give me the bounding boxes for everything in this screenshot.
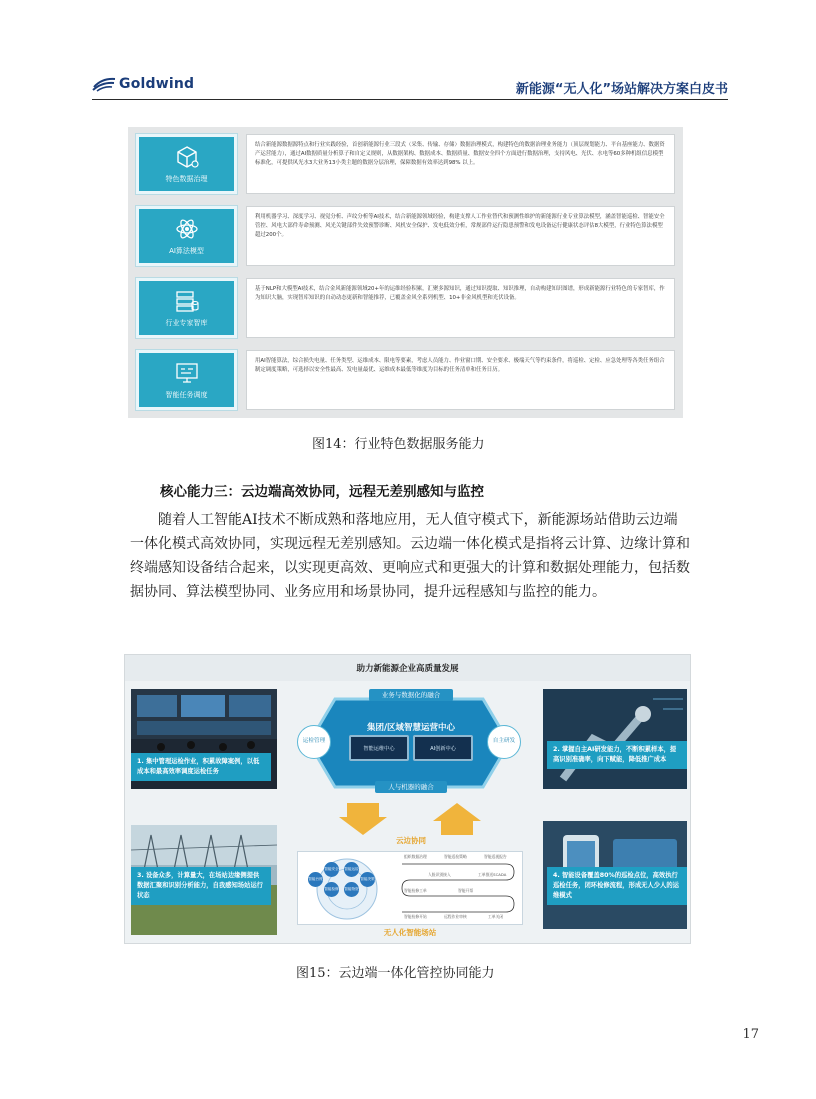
body-paragraph [130, 508, 690, 604]
station-node: 智能台账 [308, 872, 323, 887]
capability-label: 特色数据治理 [165, 175, 208, 183]
capability-description: 基于NLP和大模型AI技术，结合金风新能源领域20+年的运维经验积累，汇聚多源知识，通过知识提取、知识推理，自动构建知识图谱，形成新能源行业特色的专家智库，作为知识大脑，实现智库知识的自动动态更新和智能推荐，已覆盖金风全系列机型、10+非金风机型和光伏设备。 [246, 278, 675, 338]
capability-description: 用AI智能算法，综合损失电量、任务类型、运维成本、限电等要素，考虑人员能力、作业窗口期、安全要求、极端天气等约束条件，将巡检、定检、应急处理等各类任务组合制定调度策略，可选择以安全性最高、发电量最优、运维成本最低等维度为目标的任务清单和任务日历。 [246, 350, 675, 410]
capability-label: AI算法模型 [169, 247, 204, 255]
document-title: 新能源“无人化”场站解决方案白皮书 [515, 82, 728, 97]
flow-step: 智能巡检策略 [444, 854, 467, 859]
smart-station-box [297, 851, 523, 925]
atom-icon [174, 216, 200, 242]
capability-description: 利用机器学习、深度学习、视觉分析、声纹分析等AI技术，结合新能源领域经验，构建支撑人工作业替代和预测性维护的新能源行业专业算法模型，涵盖智能巡检、智能安全管控、风电大部件寿命预测、风光关键部件失效预警诊断、风机安全保护、发电低效分析，常规部件运行隐患预警和发电设备运行健康状态评估8大模型，行业特色算法模型超过200个。 [246, 206, 675, 266]
operations-center-hexagon [305, 695, 513, 791]
cloud-edge-label: 云边协同 [396, 836, 426, 845]
monitor-right: AI创新中心 [413, 735, 473, 761]
figure-15-caption: 图15：云边端一体化管控协同能力 [296, 966, 495, 981]
smart-station-title: 无人化智能场站 [383, 928, 437, 937]
figure-14 [128, 127, 683, 418]
monitor-left: 智能运维中心 [349, 735, 409, 761]
station-node: 智能物资 [344, 882, 359, 897]
bubble-right: 自主研发 [487, 725, 521, 759]
capability-box-2: 2. 掌握自主AI研发能力，不断积累样本，提高识别准确率，向下赋能，降低推广成本 [547, 741, 687, 769]
station-node: 智能检修 [324, 882, 339, 897]
capability-row [136, 134, 675, 194]
flow-step: 智能开票 [458, 888, 474, 893]
cloud-edge-arrows [337, 801, 483, 837]
figure-15-title: 助力新能源企业高质量发展 [125, 655, 690, 681]
section-heading: 核心能力三：云边端高效协同，远程无差别感知与监控 [160, 484, 484, 500]
capability-tile [136, 206, 237, 266]
station-node: 智能决策 [360, 872, 375, 887]
robot-photo [543, 689, 687, 789]
operations-center-title: 集团/区域智慧运营中心 [366, 723, 456, 733]
bottom-banner: 人与机器的融合 [375, 781, 447, 793]
capability-row [136, 350, 675, 410]
capability-row [136, 206, 675, 266]
capability-tile [136, 134, 237, 194]
flow-step: 智能巡视报告 [484, 854, 507, 859]
bubble-left: 运检管理 [297, 725, 331, 759]
capability-box-3: 3. 设备众多，计算量大，在场站边缘侧提供数据汇聚和识别分析能力，自我感知场站运行状态 [131, 867, 271, 905]
page-number: 17 [742, 1027, 759, 1042]
figure-15 [124, 654, 691, 944]
robot-image [543, 689, 687, 789]
capability-tile [136, 278, 237, 338]
flow-step: 工单关闭 [488, 914, 504, 919]
capability-row [136, 278, 675, 338]
goldwind-logo [92, 76, 194, 92]
flow-step: 工单推送SCADA [478, 872, 507, 877]
capability-tile [136, 350, 237, 410]
flow-step: 智能检修工单 [404, 888, 427, 893]
station-node: 智能运检 [344, 862, 359, 877]
body-paragraph-text: 随着人工智能AI技术不断成熟和落地应用，无人值守模式下，新能源场站借助云边端一体化模式高效协同，实现远程无差别感知。云边端一体化模式是指将云计算、边缘计算和终端感知设备结合起来，以实现更高效、更响应式和更强大的计算和数据处理能力，包括数据协同、算法模型协同、业务应用和场景协同，提升远程感知与监控的能力。 [130, 512, 690, 600]
flow-step: 人脸识别接入 [428, 872, 451, 877]
capability-box-1: 1. 集中管理运检作业，积累故障案例，以低成本和最高效率调度运检任务 [131, 753, 271, 781]
figure-14-caption: 图14：行业特色数据服务能力 [312, 437, 485, 452]
capability-box-4: 4. 智能设备覆盖80%的巡检点位，高效执行巡检任务，闭环检修流程，形成无人少人的运维模式 [547, 867, 687, 905]
station-node: 智能安全 [324, 862, 339, 877]
flow-step: 组织数据治理 [404, 854, 427, 859]
capability-label: 智能任务调度 [165, 391, 208, 399]
page-header [92, 72, 728, 100]
capability-label: 行业专家智库 [165, 319, 208, 327]
flow-step: 远程作业审核 [444, 914, 467, 919]
dispatch-screen-icon [174, 360, 200, 386]
goldwind-logo-icon [92, 76, 116, 92]
flow-step: 智能检修开始 [404, 914, 427, 919]
capability-description: 结合新能源数据源特点和行业实践经验，首创新能源行业三段式（采集、传输、存储）数据治理模式，构建特色的数据治理业务能力（顶层规划能力、平台基座能力、数据资产运营能力），通过AI数据质量分析算子和自定义规则，从数据架构、数据成本、数据质量、数据安全四个方面进行数据治理，支持风电、光伏、水电等60多种机组信息模型标准化，可提供风光水3大业务13小类主题的数据分层治理，保障数据有效率达到98% 以上。 [246, 134, 675, 194]
server-database-icon [174, 288, 200, 314]
cube-network-icon [174, 144, 200, 170]
logo-text: Goldwind [119, 76, 195, 92]
top-banner: 业务与数据化的融合 [369, 689, 453, 701]
